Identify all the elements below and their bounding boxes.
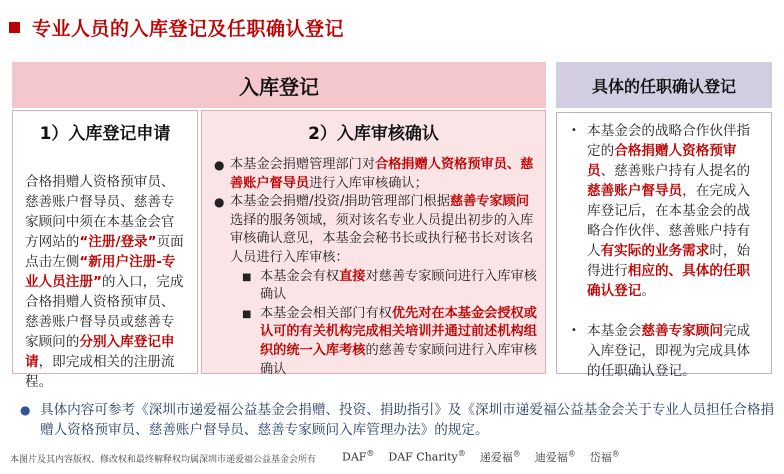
brand-daf-charity: DAF Charity® bbox=[388, 449, 466, 464]
text-segment: ，即完成相关的注册流程。 bbox=[25, 354, 175, 390]
sub-list-item bbox=[234, 268, 537, 305]
highlight-text: 合格捐赠人资格预审员、慈善账户督导员 bbox=[230, 157, 534, 191]
highlight-text: 优先对在本基金会授权或认可的有关机构完成相关培训并通过前述机构组织的统一入库考核 bbox=[260, 305, 537, 358]
text-segment: 的入口，完成合格捐赠人资格预审员、慈善账户督导员或慈善专家顾问的 bbox=[25, 274, 184, 350]
text-segment: 本基金会的战略合作伙伴指定的 bbox=[587, 123, 751, 159]
text-segment: 进行入库审核确认； bbox=[309, 175, 428, 191]
bullet-icon: ● bbox=[214, 195, 225, 210]
list-item bbox=[565, 321, 761, 381]
title-square-icon bbox=[9, 22, 20, 33]
column-review-confirmation bbox=[201, 110, 546, 377]
list-item bbox=[212, 156, 537, 193]
note-text: 具体内容可参考《深圳市递爱福公益基金会捐赠、投资、捐助指引》及《深圳市递爱福公益基金会关于专业人员担任合格捐赠人资格预审员、慈善账户督导员、慈善专家顾问入库管理办法》的规定。 bbox=[40, 402, 775, 438]
text-segment: ，在完成入库登记后，在本基金会的战略合作伙伴、慈善账户持有人 bbox=[587, 183, 751, 259]
copyright-footer: 本图片及其内容版权、修改权和最终解释权均属深圳市递爱福公益基金会所有 bbox=[10, 455, 317, 465]
text-segment: 时，始得进行 bbox=[587, 243, 751, 279]
highlight-text: 有实际的业务需求 bbox=[600, 243, 710, 259]
column-position-confirmation bbox=[556, 112, 772, 379]
header-right: 具体的任职确认登记 bbox=[556, 62, 772, 108]
text-segment: 本基金会捐赠/投资/捐助管理部门根据 bbox=[230, 194, 450, 210]
highlight-text: 分别入库登记申请 bbox=[25, 334, 175, 370]
text-segment: 。 bbox=[641, 283, 655, 299]
bullet-icon: • bbox=[571, 325, 577, 336]
column-title: 2）入库审核确认 bbox=[308, 124, 439, 144]
page-title: 专业人员的入库登记及任职确认登记 bbox=[32, 17, 345, 40]
column-registration-application bbox=[12, 110, 198, 390]
sub-list bbox=[230, 268, 537, 380]
brand-marks bbox=[342, 449, 620, 465]
column-text bbox=[13, 144, 197, 392]
highlight-text: 慈善账户督导员 bbox=[587, 183, 683, 199]
list-item bbox=[565, 121, 761, 301]
reference-note bbox=[18, 400, 778, 440]
text-segment: 本基金会相关部门有权 bbox=[260, 305, 392, 321]
text-segment: 本基金会有权 bbox=[260, 268, 340, 284]
text-segment: 页面点击左侧 bbox=[25, 234, 184, 270]
highlight-text: 慈善专家顾问 bbox=[449, 194, 530, 210]
text-segment: 本基金会捐赠管理部门对 bbox=[230, 157, 376, 172]
brand-diaifu-alt: 迪爱福® bbox=[534, 449, 576, 464]
column-title: 1）入库登记申请 bbox=[39, 124, 171, 144]
bullet-list bbox=[557, 113, 771, 381]
highlight-text: 直接 bbox=[339, 268, 366, 284]
brand-daf: DAF® bbox=[342, 449, 375, 464]
text-segment: 选择的服务领域，须对该名专业人员提出初步的入库审核确认意见，本基金会秘书长或执行秘书长对该名人员进行入库审核： bbox=[230, 212, 534, 265]
title-bar bbox=[9, 12, 344, 42]
highlight-text: “新用户注册-专业人员注册” bbox=[25, 254, 176, 290]
text-segment: 合格捐赠人资格预审员、慈善账户督导员、慈善专家顾问中须在本基金会官方网站的 bbox=[25, 174, 175, 250]
text-segment: 的慈善专家顾问进行入库审核确认 bbox=[260, 342, 537, 377]
square-bullet-icon: ■ bbox=[242, 271, 252, 283]
bullet-list bbox=[202, 144, 545, 379]
text-segment: 本基金会 bbox=[587, 323, 642, 339]
brand-daifu: 岱福® bbox=[589, 449, 620, 464]
bullet-icon: • bbox=[571, 125, 577, 136]
list-item bbox=[212, 193, 537, 379]
header-left: 入库登记 bbox=[12, 62, 546, 108]
highlight-text: 慈善专家顾问 bbox=[641, 323, 723, 339]
brand-diaifu: 递爱福® bbox=[479, 449, 521, 464]
bullet-icon: ● bbox=[20, 403, 31, 417]
highlight-text: “注册/登录” bbox=[79, 234, 157, 250]
highlight-text: 相应的、具体的任职确认登记 bbox=[587, 263, 751, 299]
sub-list-item bbox=[234, 305, 537, 379]
text-segment: 、慈善账户持有人提名的 bbox=[600, 163, 751, 179]
text-segment: 完成入库登记，即视为完成具体的任职确认登记。 bbox=[587, 323, 751, 379]
bullet-icon: ● bbox=[214, 158, 225, 172]
text-segment: 对慈善专家顾问进行入库审核确认 bbox=[260, 268, 537, 303]
highlight-text: 合格捐赠人资格预审员 bbox=[587, 143, 737, 179]
square-bullet-icon: ■ bbox=[242, 308, 252, 320]
